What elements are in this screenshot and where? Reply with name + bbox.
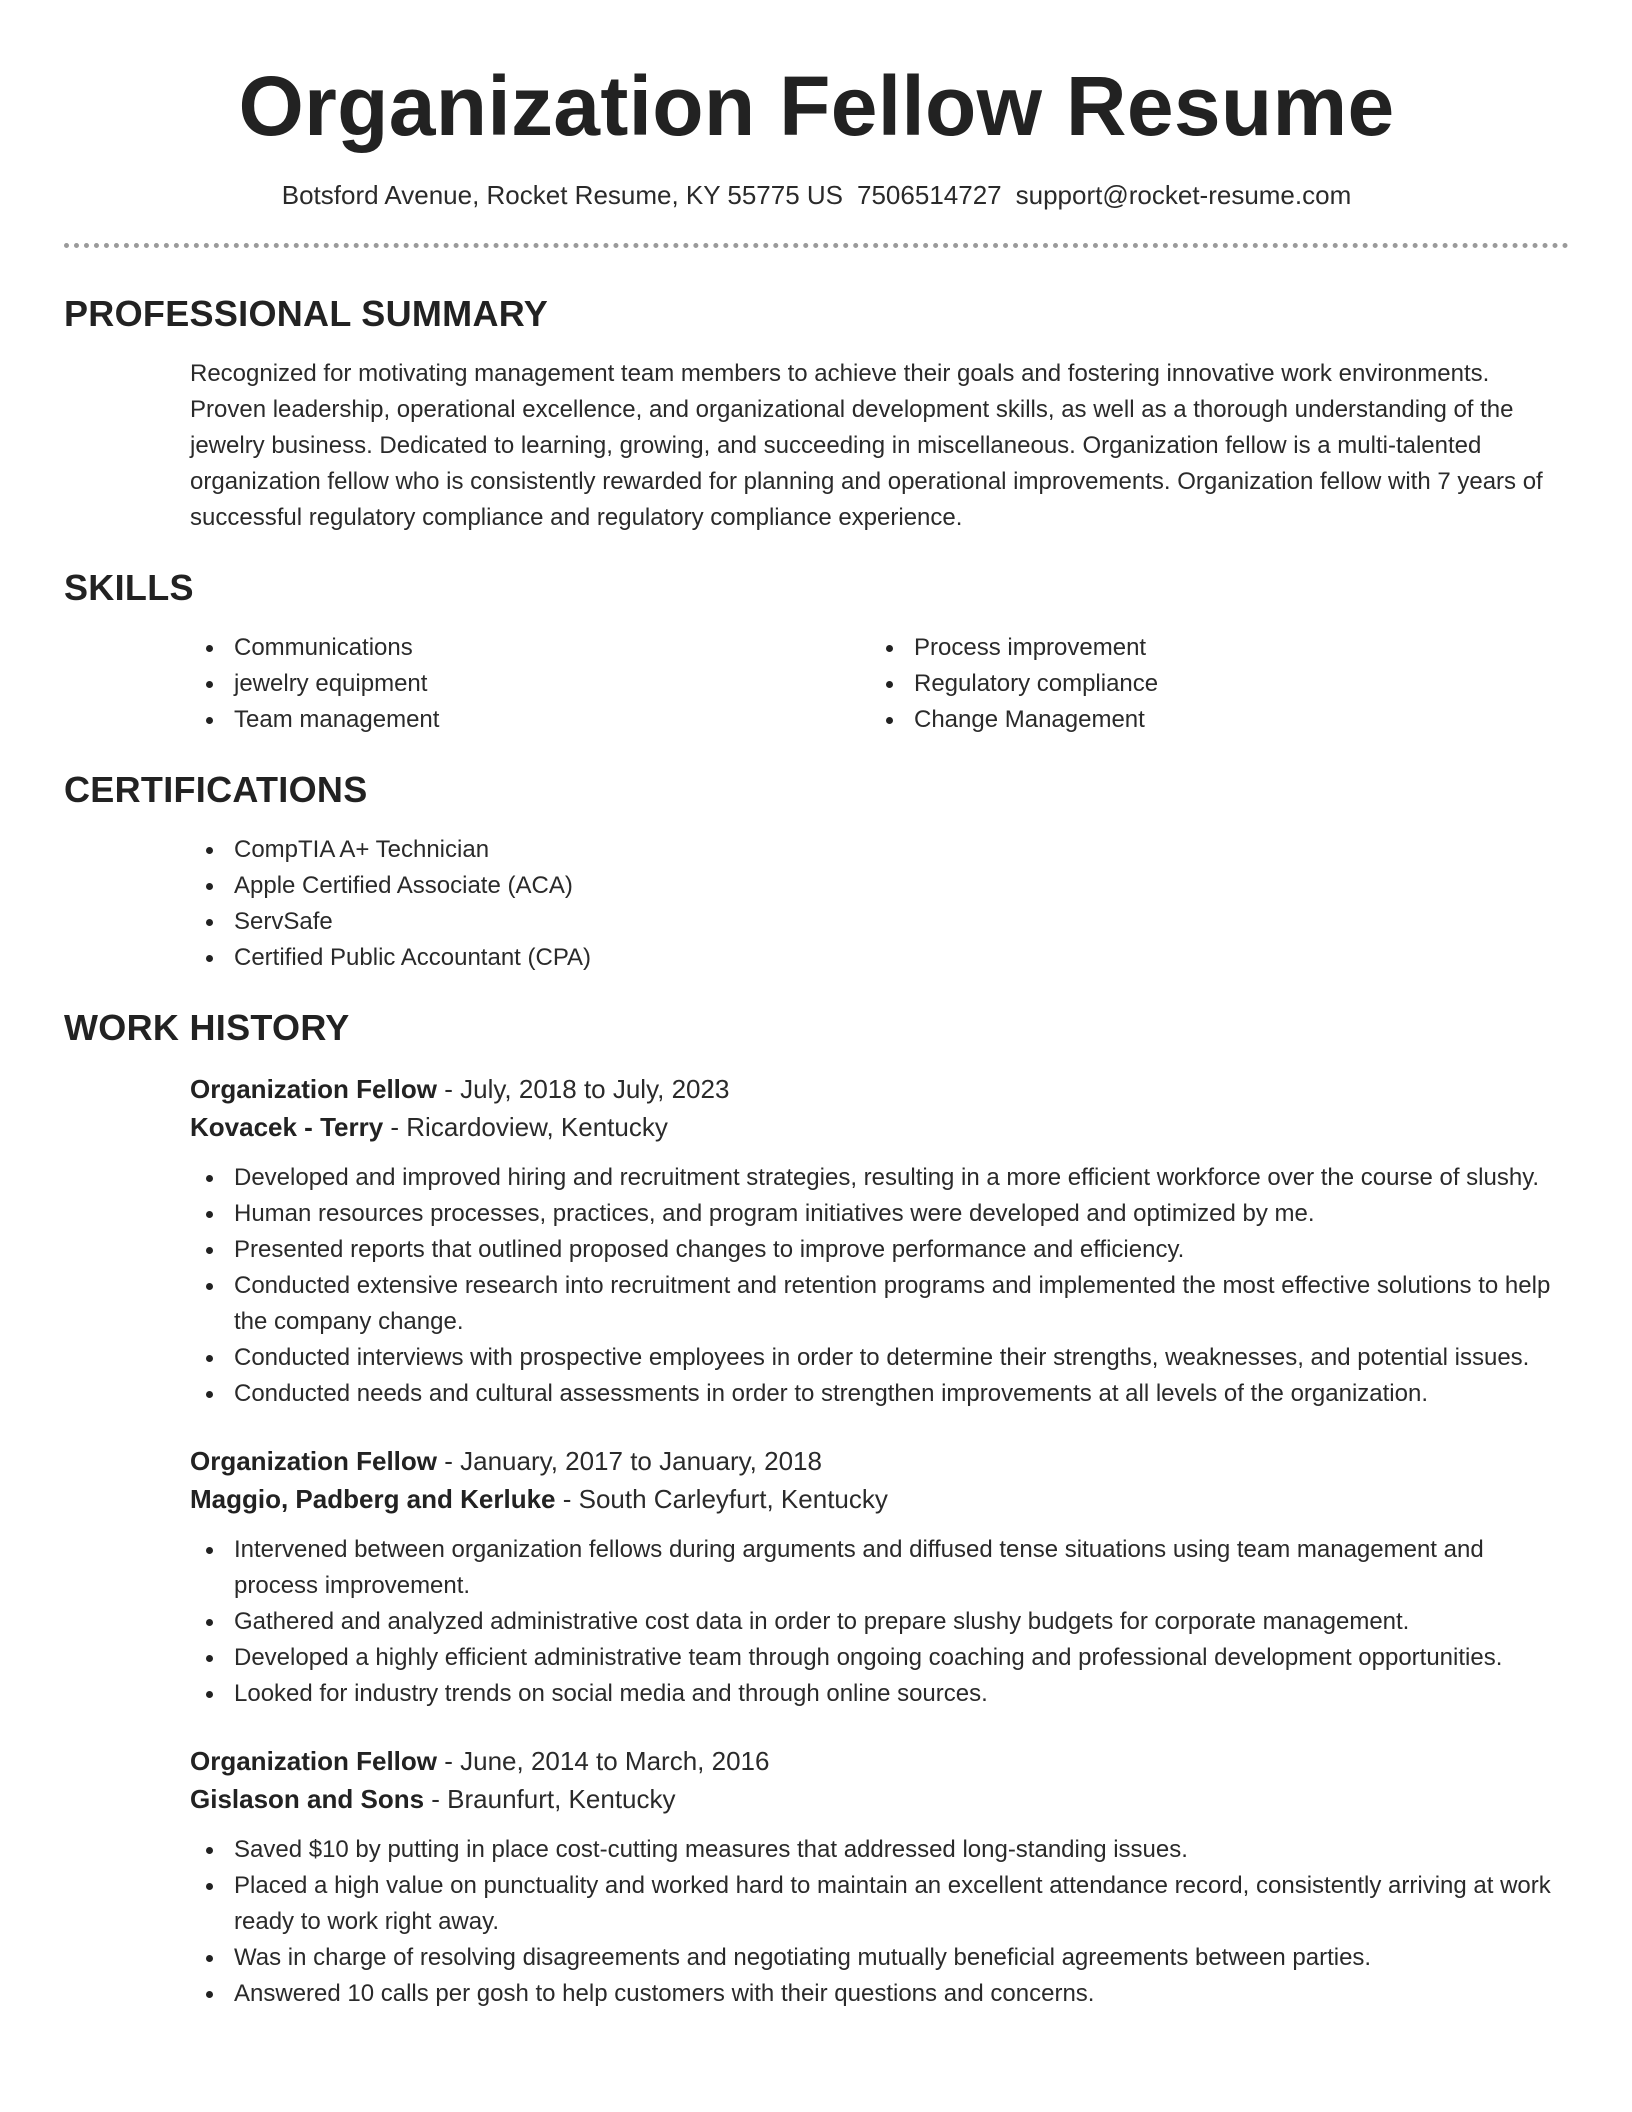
skill-item: Change Management	[870, 702, 1550, 738]
certification-item: Apple Certified Associate (ACA)	[190, 868, 1559, 904]
job-company: Kovacek - Terry	[190, 1112, 384, 1142]
certifications-heading: CERTIFICATIONS	[64, 769, 368, 810]
job-bullet: Conducted needs and cultural assessments in order to strengthen improvements at all levels of the organization.	[190, 1376, 1559, 1412]
job-bullet: Human resources processes, practices, and program initiatives were developed and optimized by me.	[190, 1196, 1559, 1232]
skill-item: jewelry equipment	[190, 666, 870, 702]
job-location: - South Carleyfurt, Kentucky	[555, 1484, 888, 1514]
header-divider	[64, 243, 1569, 248]
summary-text: Recognized for motivating management team members to achieve their goals and fostering innovative work environments. Proven leadership, operational excellence, and organizational development skills, as well as a thorough understanding of the jewelry business. Dedicated to learning, growing, and succeeding in miscellaneous. Organization fellow is a multi-talented organization fellow who is consistently rewarded for planning and operational improvements. Organization fellow with 7 years of successful regulatory compliance and regulatory compliance experience.	[190, 360, 1543, 531]
job-bullet: Developed a highly efficient administrative team through ongoing coaching and professional development opportunities.	[190, 1640, 1559, 1676]
job-bullets	[190, 1160, 1559, 1412]
job-company-line	[190, 1108, 1559, 1146]
job-title: Organization Fellow	[190, 1446, 438, 1476]
job-bullet: Conducted interviews with prospective employees in order to determine their strengths, weaknesses, and potential issues.	[190, 1340, 1559, 1376]
contact-line	[64, 178, 1569, 212]
skills-grid	[190, 630, 1559, 738]
job-title-line	[190, 1070, 1559, 1108]
job-dates: - June, 2014 to March, 2016	[437, 1746, 770, 1776]
skill-item: Regulatory compliance	[870, 666, 1550, 702]
job-bullet: Presented reports that outlined proposed changes to improve performance and efficiency.	[190, 1232, 1559, 1268]
job-location: - Ricardoview, Kentucky	[383, 1112, 668, 1142]
job-entry	[190, 1070, 1559, 1412]
job-dates: - July, 2018 to July, 2023	[437, 1074, 730, 1104]
certifications-list	[190, 832, 1559, 976]
job-entry	[190, 1442, 1559, 1712]
skill-item: Process improvement	[870, 630, 1550, 666]
job-bullet: Answered 10 calls per gosh to help customers with their questions and concerns.	[190, 1976, 1559, 2012]
job-title-line	[190, 1742, 1559, 1780]
skills-column-left	[190, 630, 870, 738]
job-bullets	[190, 1532, 1559, 1712]
certification-item: ServSafe	[190, 904, 1559, 940]
job-company-line	[190, 1480, 1559, 1518]
resume-title: Organization Fellow Resume	[238, 59, 1395, 153]
job-company: Gislason and Sons	[190, 1784, 425, 1814]
job-entry	[190, 1742, 1559, 2012]
job-title: Organization Fellow	[190, 1746, 438, 1776]
job-bullet: Gathered and analyzed administrative cost data in order to prepare slushy budgets for corporate management.	[190, 1604, 1559, 1640]
job-location: - Braunfurt, Kentucky	[424, 1784, 676, 1814]
resume-page	[64, 0, 1569, 2012]
job-title: Organization Fellow	[190, 1074, 438, 1104]
job-bullet: Placed a high value on punctuality and worked hard to maintain an excellent attendance record, consistently arriving at work ready to work right away.	[190, 1868, 1559, 1940]
job-company-line	[190, 1780, 1559, 1818]
job-bullet: Intervened between organization fellows during arguments and diffused tense situations using team management and process improvement.	[190, 1532, 1559, 1604]
certification-item: Certified Public Accountant (CPA)	[190, 940, 1559, 976]
work-history-heading: WORK HISTORY	[64, 1007, 350, 1048]
certification-item: CompTIA A+ Technician	[190, 832, 1559, 868]
job-bullets	[190, 1832, 1559, 2012]
skills-column-right	[870, 630, 1550, 738]
job-company: Maggio, Padberg and Kerluke	[190, 1484, 556, 1514]
job-bullet: Was in charge of resolving disagreements and negotiating mutually beneficial agreements between parties.	[190, 1940, 1559, 1976]
skills-heading: SKILLS	[64, 567, 194, 608]
skill-item: Communications	[190, 630, 870, 666]
skill-item: Team management	[190, 702, 870, 738]
job-bullet: Conducted extensive research into recruitment and retention programs and implemented the most effective solutions to help the company change.	[190, 1268, 1559, 1340]
job-bullet: Developed and improved hiring and recruitment strategies, resulting in a more efficient workforce over the course of slushy.	[190, 1160, 1559, 1196]
contact-email: support@rocket-resume.com	[1015, 180, 1352, 210]
job-title-line	[190, 1442, 1559, 1480]
job-bullet: Saved $10 by putting in place cost-cutting measures that addressed long-standing issues.	[190, 1832, 1559, 1868]
contact-address: Botsford Avenue, Rocket Resume, KY 55775 US	[281, 180, 844, 210]
summary-heading: PROFESSIONAL SUMMARY	[64, 293, 549, 334]
job-bullet: Looked for industry trends on social media and through online sources.	[190, 1676, 1559, 1712]
job-dates: - January, 2017 to January, 2018	[437, 1446, 822, 1476]
contact-phone: 7506514727	[857, 180, 1002, 210]
